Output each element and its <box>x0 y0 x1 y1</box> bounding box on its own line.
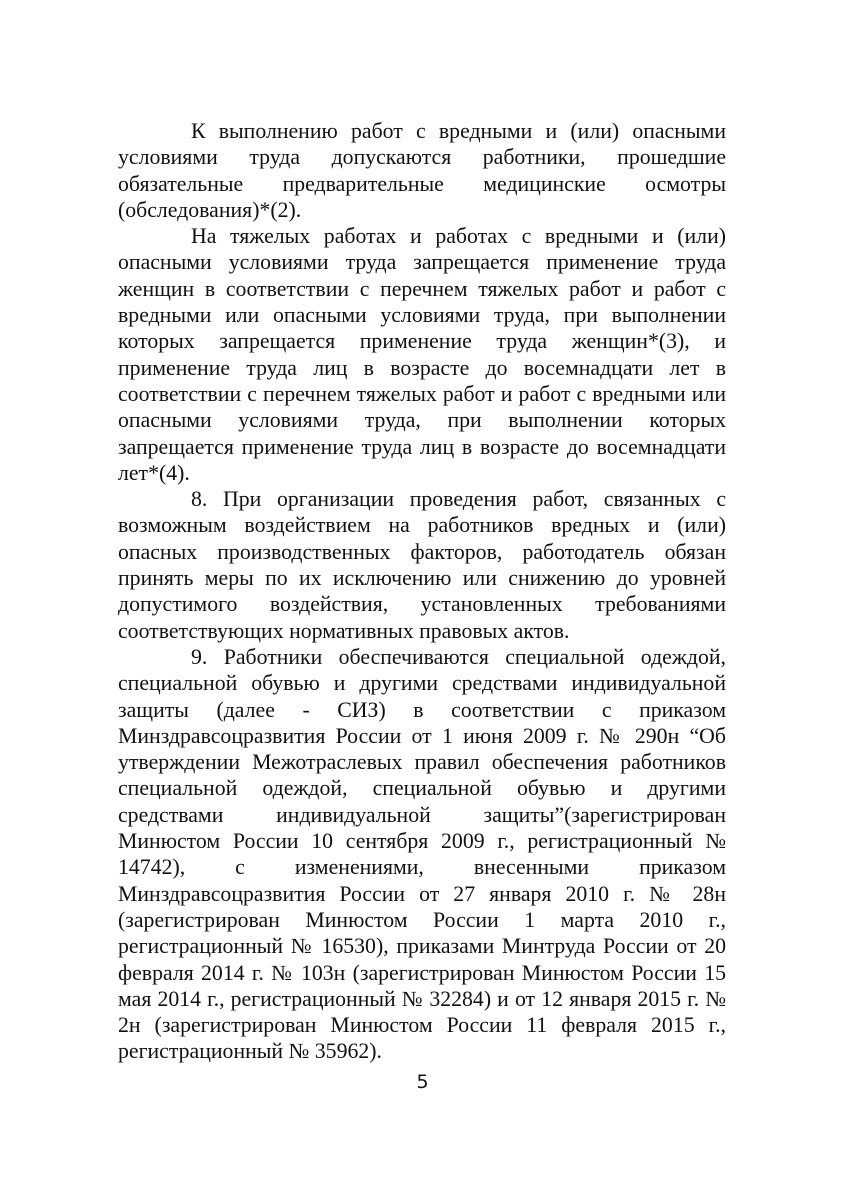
page-number: 5 <box>416 1071 429 1093</box>
document-page <box>118 118 726 1065</box>
paragraph-admission-requirements: К выполнению работ с вредными и (или) опасными условиями труда допускаются работники, прошедшие обязательные предварительные медицинские осмотры (обследования)*(2). <box>118 119 726 222</box>
paragraph-labor-restrictions: На тяжелых работах и работах с вредными и (или) опасными условиями труда запрещается применение труда женщин в соответствии с перечнем тяжелых работ и работ с вредными или опасными условиями труда, при выполнении которых запрещается применение труда женщин*(3), и применение труда лиц в возрасте до восемнадцати лет в соответствии с перечнем тяжелых работ и работ с вредными или опасными условиями труда, при выполнении которых запрещается применение труда лиц в возрасте до восемнадцати лет*(4). <box>118 224 726 485</box>
paragraph-item-8: 8. При организации проведения работ, связанных с возможным воздействием на работников вредных и (или) опасных производственных факторов, работодатель обязан принять меры по их исключению или снижению до уровней допустимого воздействия, установленных требованиями соответствующих нормативных правовых актов. <box>118 487 726 643</box>
paragraph-item-9: 9. Работники обеспечиваются специальной одеждой, специальной обувью и другими средствами индивидуальной защиты (далее - СИЗ) в соответствии с приказом Минздравсоцразвития России от 1 июня 2009 г. № 290н “Об утверждении Межотраслевых правил обеспечения работников специальной одеждой, специальной обувью и другими средствами индивидуальной защиты”(зарегистрирован Минюстом России 10 сентября 2009 г., регистрационный № 14742), с изменениями, внесенными приказом Минздравсоцразвития России от 27 января 2010 г. № 28н (зарегистрирован Минюстом России 1 марта 2010 г., регистрационный № 16530), приказами Минтруда России от 20 февраля 2014 г. № 103н (зарегистрирован Минюстом России 15 мая 2014 г., регистрационный № 32284) и от 12 января 2015 г. № 2н (зарегистрирован Минюстом России 11 февраля 2015 г., регистрационный № 35962). <box>118 644 726 1064</box>
